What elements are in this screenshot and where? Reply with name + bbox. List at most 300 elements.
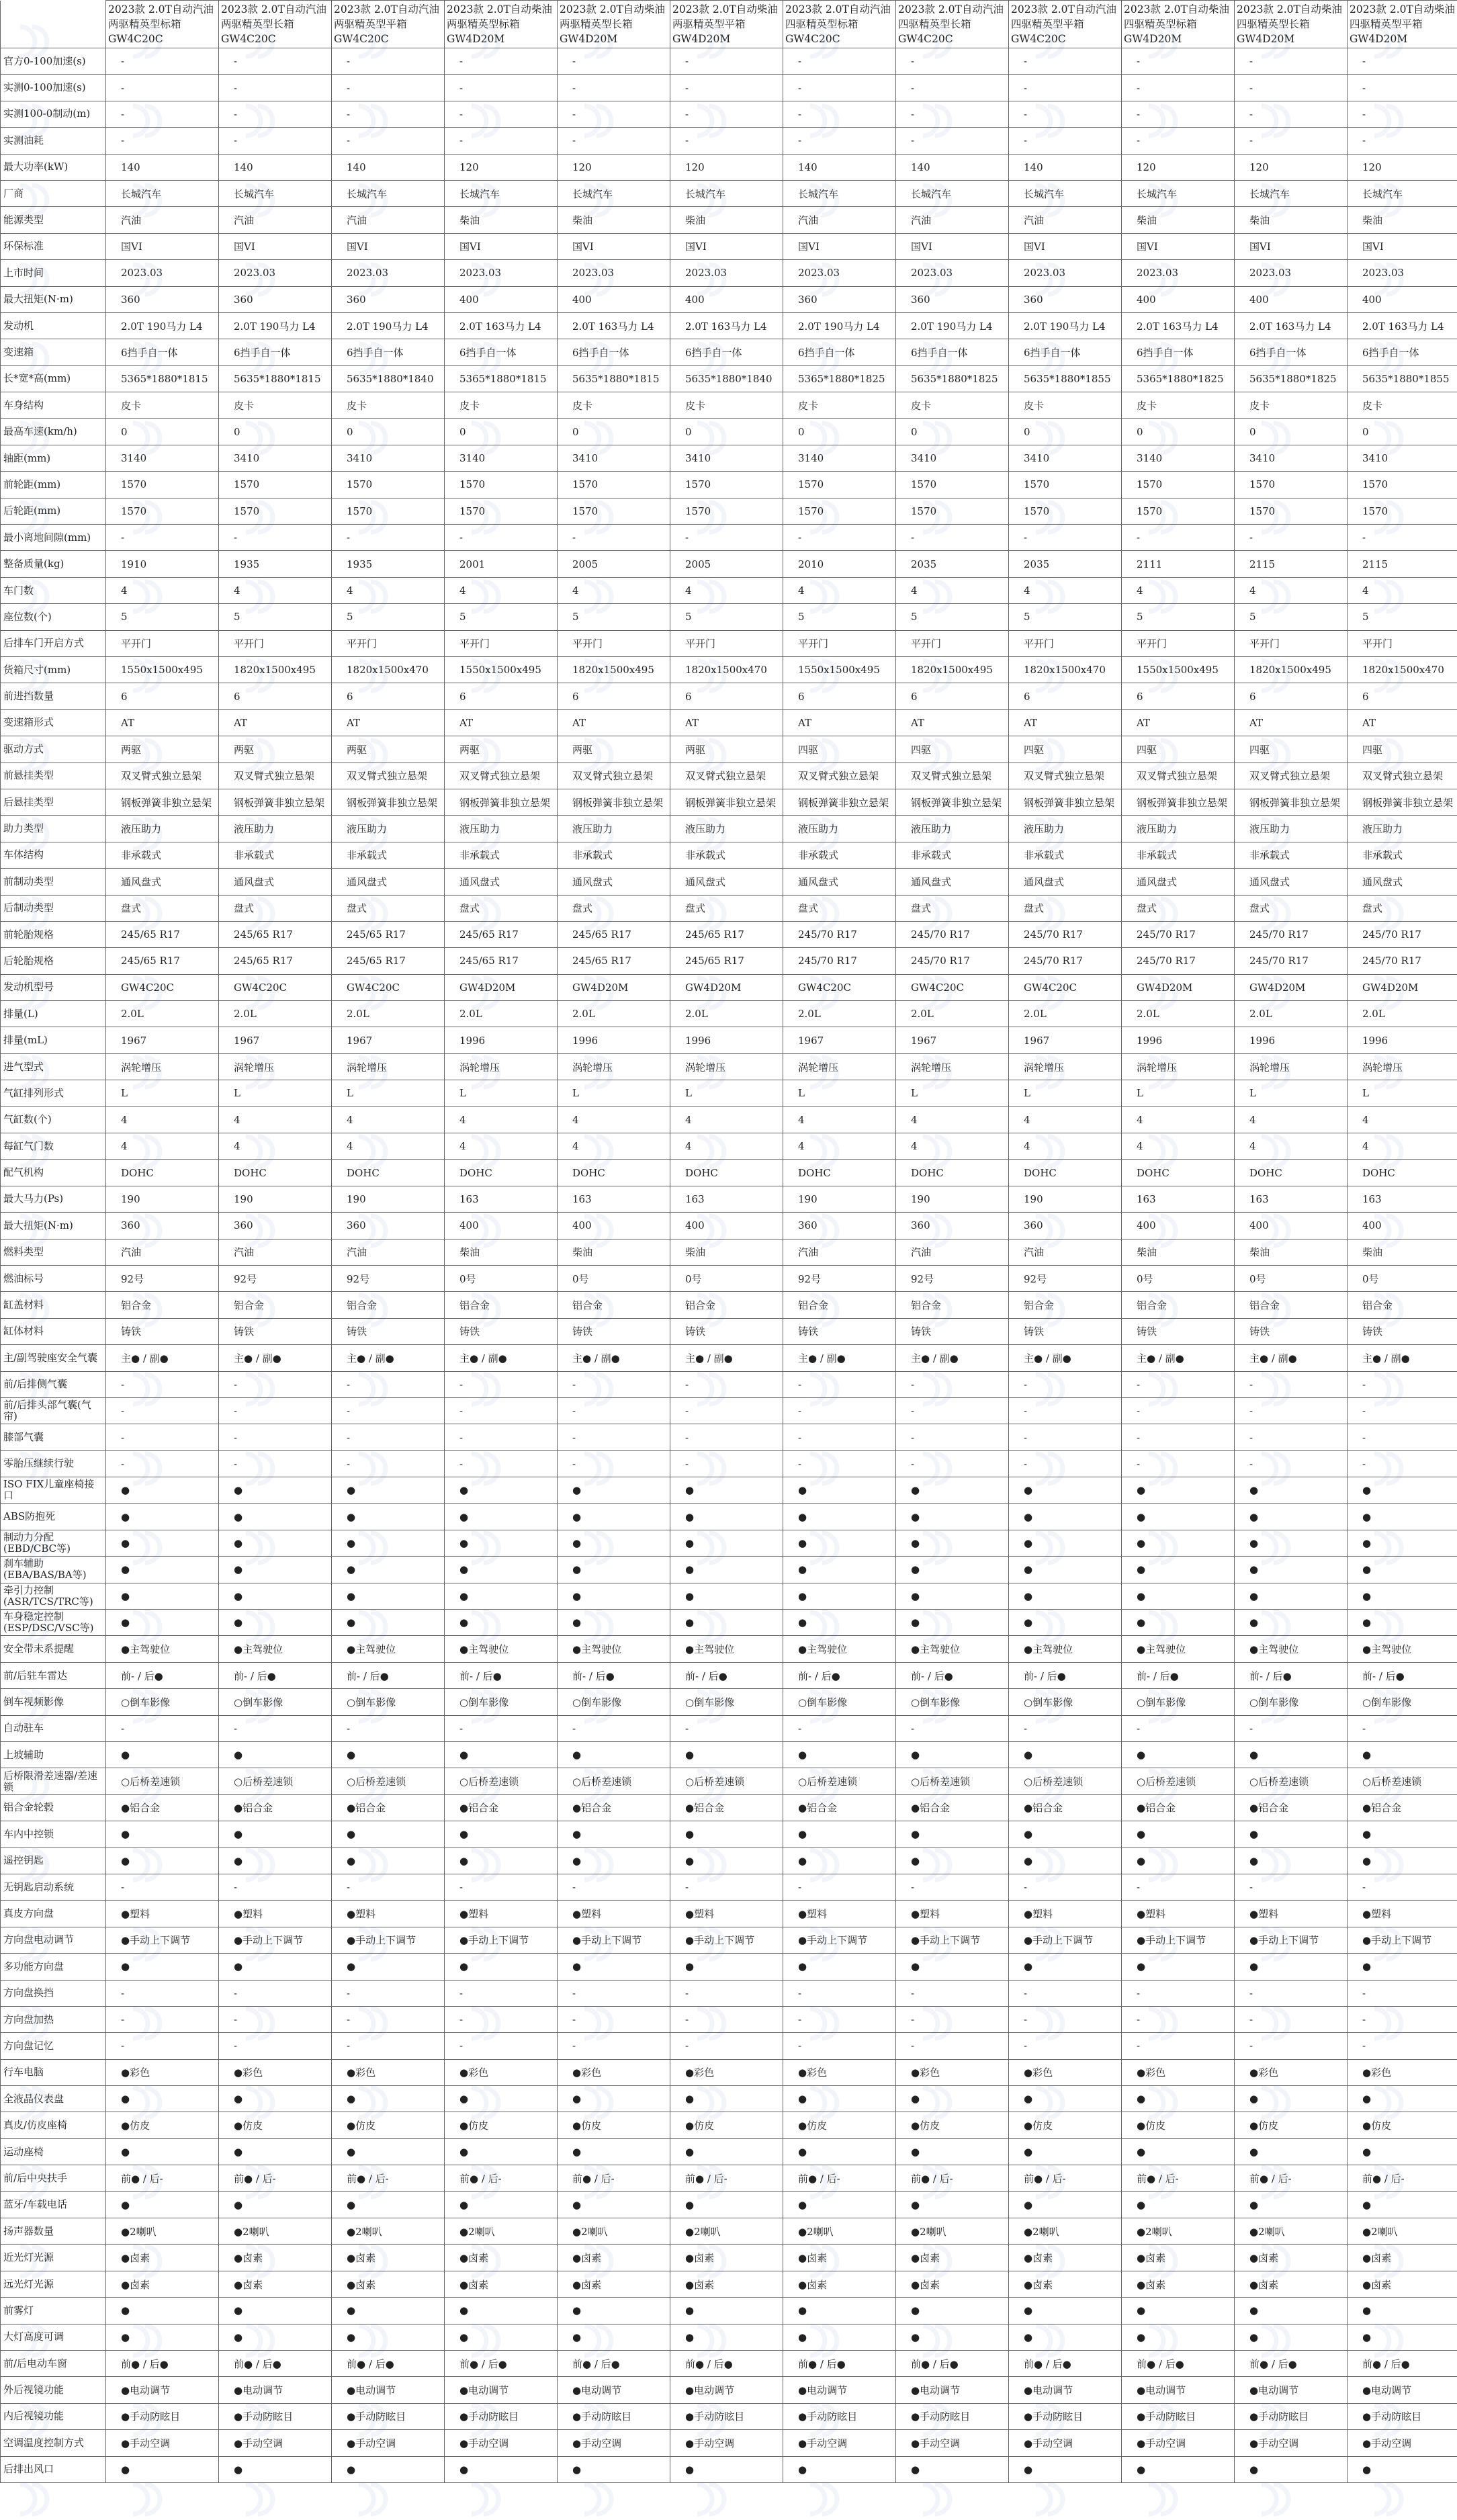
spec-value-cell: 1570 [558,498,670,524]
spec-value-cell: 主● / 副● [896,1345,1009,1371]
spec-value-cell: - [670,128,783,154]
spec-value-cell: - [896,1874,1009,1900]
spec-value-cell: 国VI [219,233,332,259]
spec-value-cell: 1820x1500x470 [670,656,783,683]
table-row [1,1848,1457,1874]
spec-value-cell: ●仿皮 [558,2112,670,2138]
spec-value-cell: - [896,75,1009,101]
spec-value-cell: ●仿皮 [1122,2112,1235,2138]
row-label: 后桥限滑差速器/差速锁 [1,1768,106,1794]
spec-value-cell: 4 [783,1133,896,1160]
trim-header-11: 2023款 2.0T自动柴油四驱精英型长箱GW4D20M [1235,1,1348,48]
row-label: 外后视镜功能 [1,2377,106,2403]
table-row [1,2218,1457,2245]
spec-value-cell: - [332,2006,445,2032]
table-row [1,2271,1457,2297]
spec-value-cell: ●卤素 [670,2271,783,2297]
spec-value-cell: 5635*1880*1840 [670,365,783,392]
row-label: 变速箱形式 [1,709,106,736]
spec-value-cell: - [1009,75,1122,101]
spec-value-cell: DOHC [670,1160,783,1186]
spec-value-cell: 2.0T 163马力 L4 [670,312,783,339]
spec-value-cell: 1570 [106,498,219,524]
spec-value-cell: ●电动调节 [896,2377,1009,2403]
spec-value-cell: ● [106,1583,219,1609]
spec-value-cell: 钢板弹簧非独立悬架 [896,789,1009,815]
spec-value-cell: 5635*1880*1815 [558,365,670,392]
spec-value-cell: 涡轮增压 [219,1053,332,1080]
spec-value-cell: 1570 [670,472,783,498]
spec-value-cell: ●卤素 [106,2271,219,2297]
table-row [1,1610,1457,1636]
spec-value-cell: 通风盘式 [1235,869,1348,895]
spec-value-cell: - [332,48,445,75]
spec-value-cell: ● [1348,1477,1457,1504]
spec-value-cell: 190 [896,1186,1009,1212]
spec-value-cell: - [1009,48,1122,75]
spec-value-cell: 6 [106,683,219,709]
spec-value-cell: ●2喇叭 [332,2218,445,2245]
row-label: 行车电脑 [1,2059,106,2085]
spec-value-cell: 2.0L [1235,1001,1348,1027]
spec-value-cell: 四驱 [1235,736,1348,763]
table-row [1,1662,1457,1688]
spec-value-cell: 245/65 R17 [332,921,445,947]
spec-value-cell: ● [1122,1557,1235,1583]
spec-value-cell: ●卤素 [1235,2245,1348,2271]
spec-value-cell: L [1009,1080,1122,1106]
spec-value-cell: 通风盘式 [1122,869,1235,895]
row-label: 货箱尺寸(mm) [1,656,106,683]
row-label: 长*宽*高(mm) [1,365,106,392]
row-label: 配气机构 [1,1160,106,1186]
spec-value-cell: 钢板弹簧非独立悬架 [670,789,783,815]
spec-value-cell: - [1122,1715,1235,1741]
spec-value-cell: 4 [670,1106,783,1133]
spec-value-cell: ● [445,2298,558,2324]
spec-value-cell: ●手动空调 [896,2430,1009,2456]
spec-value-cell: 1570 [558,472,670,498]
spec-value-cell: 主● / 副● [1235,1345,1348,1371]
spec-value-cell: 140 [783,154,896,180]
spec-value-cell: - [1235,525,1348,551]
spec-value-cell: ● [219,1504,332,1530]
spec-value-cell: - [558,1371,670,1397]
spec-value-cell: - [106,1980,219,2006]
row-label: 排量(mL) [1,1027,106,1053]
table-row [1,180,1457,206]
spec-value-cell: ●塑料 [106,1901,219,1927]
spec-value-cell: 主● / 副● [219,1345,332,1371]
spec-value-cell: - [106,128,219,154]
spec-value-cell: 1570 [445,498,558,524]
spec-value-cell: 国VI [1235,233,1348,259]
spec-value-cell: 钢板弹簧非独立悬架 [219,789,332,815]
spec-value-cell: - [445,101,558,127]
row-label: 轴距(mm) [1,445,106,471]
table-row [1,1504,1457,1530]
row-label: 最大扭矩(N·m) [1,1213,106,1239]
spec-value-cell: 通风盘式 [332,869,445,895]
spec-value-cell: ●手动防眩目 [106,2403,219,2429]
row-label: 前轮胎规格 [1,921,106,947]
spec-value-cell: ●卤素 [1009,2271,1122,2297]
spec-value-cell: 6挡手自一体 [1348,339,1457,365]
spec-value-cell: 前● / 后- [1235,2165,1348,2191]
spec-value-cell: ● [1235,1504,1348,1530]
spec-value-cell: 双叉臂式独立悬架 [445,763,558,789]
spec-value-cell: ●手动空调 [332,2430,445,2456]
spec-value-cell: 140 [1009,154,1122,180]
spec-value-cell: 液压助力 [1235,816,1348,842]
spec-value-cell: 0号 [445,1265,558,1291]
spec-value-cell: L [1235,1080,1348,1106]
spec-value-cell: 通风盘式 [219,869,332,895]
spec-value-cell: 190 [1009,1186,1122,1212]
spec-value-cell: 245/70 R17 [1235,948,1348,974]
row-label: 车身稳定控制(ESP/DSC/VSC等) [1,1610,106,1636]
spec-value-cell: ●塑料 [558,1901,670,1927]
spec-value-cell: - [219,525,332,551]
spec-value-cell: 2.0T 163马力 L4 [1235,312,1348,339]
row-label: 前进挡数量 [1,683,106,709]
spec-value-cell: 245/70 R17 [783,948,896,974]
spec-value-cell: 6挡手自一体 [1235,339,1348,365]
spec-value-cell: ●手动上下调节 [670,1927,783,1953]
spec-value-cell: ●卤素 [1122,2245,1235,2271]
spec-value-cell: ● [332,1557,445,1583]
spec-value-cell: ●卤素 [106,2245,219,2271]
spec-value-cell: 3410 [896,445,1009,471]
spec-value-cell: AT [896,709,1009,736]
row-label: 车内中控锁 [1,1821,106,1848]
spec-value-cell: 2023.03 [783,260,896,286]
spec-value-cell: ○后桥差速锁 [670,1768,783,1794]
row-label: 后排车门开启方式 [1,630,106,656]
spec-value-cell: ● [896,1848,1009,1874]
spec-value-cell: 双叉臂式独立悬架 [1235,763,1348,789]
spec-value-cell: 4 [670,577,783,603]
spec-value-cell: ● [1235,2138,1348,2165]
spec-value-cell: 360 [106,1213,219,1239]
spec-value-cell: - [783,525,896,551]
trim-header-12: 2023款 2.0T自动柴油四驱精英型平箱GW4D20M [1348,1,1457,48]
spec-value-cell: 2035 [896,551,1009,577]
spec-value-cell: L [1122,1080,1235,1106]
spec-value-cell: 非承载式 [783,842,896,868]
spec-value-cell: ● [1235,1557,1348,1583]
row-label: 后轮距(mm) [1,498,106,524]
spec-value-cell: 两驱 [106,736,219,763]
table-row [1,525,1457,551]
spec-value-cell: ● [1009,1742,1122,1768]
spec-value-cell: 涡轮增压 [1122,1053,1235,1080]
spec-value-cell: ● [332,2298,445,2324]
spec-value-cell: - [896,525,1009,551]
spec-value-cell: 铝合金 [219,1292,332,1318]
row-label: 燃油标号 [1,1265,106,1291]
spec-value-cell: 4 [1348,577,1457,603]
spec-value-cell: - [558,525,670,551]
spec-value-cell: ●主驾驶位 [1122,1636,1235,1662]
spec-value-cell: ●卤素 [219,2245,332,2271]
spec-value-cell: ● [896,1742,1009,1768]
spec-value-cell: L [783,1080,896,1106]
spec-value-cell: GW4C20C [332,974,445,1000]
spec-value-cell: 3410 [558,445,670,471]
spec-value-cell: ● [445,1530,558,1556]
spec-value-cell: 通风盘式 [1348,869,1457,895]
spec-value-cell: 柴油 [445,1239,558,1265]
spec-value-cell: 铝合金 [1235,1292,1348,1318]
spec-value-cell: 4 [1348,1133,1457,1160]
spec-value-cell: 5 [1235,604,1348,630]
spec-value-cell: - [106,1424,219,1450]
spec-value-cell: 1967 [783,1027,896,1053]
spec-value-cell: ● [106,1954,219,1980]
spec-value-cell: 两驱 [558,736,670,763]
spec-value-cell: ●塑料 [1122,1901,1235,1927]
spec-value-cell: 双叉臂式独立悬架 [896,763,1009,789]
table-row [1,2059,1457,2085]
spec-value-cell: ●仿皮 [783,2112,896,2138]
spec-value-cell: ● [783,2324,896,2350]
spec-value-cell: ● [670,2298,783,2324]
spec-value-cell: ● [1009,1504,1122,1530]
spec-value-cell: - [1348,75,1457,101]
row-label: ABS防抱死 [1,1504,106,1530]
spec-value-cell: ● [558,1848,670,1874]
spec-value-cell: 92号 [1009,1265,1122,1291]
spec-value-cell: 前● / 后● [670,2350,783,2376]
spec-value-cell: - [558,128,670,154]
spec-value-cell: ●手动防眩目 [896,2403,1009,2429]
spec-value-cell: 4 [445,1106,558,1133]
spec-value-cell: - [332,75,445,101]
spec-value-cell: 涡轮增压 [783,1053,896,1080]
spec-value-cell: 盘式 [1009,895,1122,921]
spec-value-cell: ●主驾驶位 [558,1636,670,1662]
spec-value-cell: - [1235,1424,1348,1450]
spec-value-cell: - [1009,101,1122,127]
spec-value-cell: ●彩色 [670,2059,783,2085]
spec-value-cell: 前- / 后● [1235,1662,1348,1688]
spec-value-cell: 盘式 [896,895,1009,921]
spec-value-cell: - [896,101,1009,127]
spec-value-cell: 汽油 [783,1239,896,1265]
spec-value-cell: 1967 [219,1027,332,1053]
spec-value-cell: ● [896,2191,1009,2218]
spec-value-cell: ○倒车影像 [1235,1689,1348,1715]
spec-value-cell: ●手动空调 [1122,2430,1235,2456]
row-label: 后悬挂类型 [1,789,106,815]
table-row [1,2350,1457,2376]
spec-value-cell: ● [1009,1821,1122,1848]
spec-value-cell: 2.0L [332,1001,445,1027]
spec-value-cell: 长城汽车 [558,180,670,206]
spec-value-cell: 皮卡 [1009,392,1122,419]
spec-value-cell: ● [445,1583,558,1609]
spec-value-cell: 4 [106,1133,219,1160]
table-row [1,656,1457,683]
spec-value-cell: ● [670,2086,783,2112]
header-row [1,1,1457,48]
spec-value-cell: 120 [445,154,558,180]
spec-value-cell: 前● / 后- [1122,2165,1235,2191]
spec-value-cell: 140 [219,154,332,180]
spec-value-cell: - [1122,1424,1235,1450]
spec-value-cell: - [783,75,896,101]
spec-value-cell: 1570 [106,472,219,498]
spec-value-cell: ● [1348,1557,1457,1583]
spec-value-cell: ● [1348,1530,1457,1556]
spec-value-cell: 前- / 后● [106,1662,219,1688]
spec-value-cell: 1996 [1122,1027,1235,1053]
spec-value-cell: ●手动上下调节 [106,1927,219,1953]
spec-value-cell: ●手动防眩目 [1122,2403,1235,2429]
spec-value-cell: 5635*1880*1825 [896,365,1009,392]
spec-value-cell: ●塑料 [896,1901,1009,1927]
spec-value-cell: 长城汽车 [219,180,332,206]
table-row [1,1450,1457,1477]
spec-value-cell: - [1009,1397,1122,1424]
spec-value-cell: 2.0L [445,1001,558,1027]
spec-value-cell: 长城汽车 [1235,180,1348,206]
spec-value-cell: ●主驾驶位 [1009,1636,1122,1662]
spec-value-cell: - [670,48,783,75]
spec-value-cell: ●铝合金 [445,1794,558,1821]
table-row [1,1768,1457,1794]
spec-value-cell: ● [106,2456,219,2482]
spec-value-cell: ● [896,1530,1009,1556]
spec-value-cell: GW4D20M [445,974,558,1000]
row-label: 上坡辅助 [1,1742,106,1768]
row-label: 实测油耗 [1,128,106,154]
spec-value-cell: 主● / 副● [332,1345,445,1371]
spec-value-cell: 245/70 R17 [896,921,1009,947]
spec-value-cell: 1550x1500x495 [445,656,558,683]
table-row [1,1397,1457,1424]
spec-value-cell: 3410 [670,445,783,471]
spec-value-cell: ● [1235,1954,1348,1980]
table-row [1,1557,1457,1583]
spec-value-cell: 铸铁 [1009,1318,1122,1344]
spec-value-cell: - [1235,2033,1348,2059]
row-label: 座位数(个) [1,604,106,630]
spec-value-cell: 四驱 [1122,736,1235,763]
spec-value-cell: - [332,1371,445,1397]
spec-value-cell: - [106,75,219,101]
spec-value-cell: 6挡手自一体 [1009,339,1122,365]
spec-value-cell: 平开门 [219,630,332,656]
spec-value-cell: 1996 [670,1027,783,1053]
spec-value-cell: 2.0L [558,1001,670,1027]
spec-value-cell: 245/65 R17 [670,921,783,947]
row-label: 驱动方式 [1,736,106,763]
spec-value-cell: 2023.03 [106,260,219,286]
spec-value-cell: ○倒车影像 [445,1689,558,1715]
spec-value-cell: - [332,1715,445,1741]
spec-value-cell: - [445,2033,558,2059]
table-row [1,1424,1457,1450]
spec-value-cell: 163 [1348,1186,1457,1212]
spec-value-cell: ● [1009,1477,1122,1504]
trim-header-6: 2023款 2.0T自动柴油两驱精英型平箱GW4D20M [670,1,783,48]
table-row [1,948,1457,974]
spec-value-cell: 皮卡 [219,392,332,419]
spec-value-cell: - [670,1450,783,1477]
row-label: 蓝牙/车载电话 [1,2191,106,2218]
spec-value-cell: AT [1348,709,1457,736]
spec-value-cell: ●手动防眩目 [332,2403,445,2429]
spec-value-cell: - [1009,128,1122,154]
spec-value-cell: ● [332,2456,445,2482]
spec-value-cell: 双叉臂式独立悬架 [106,763,219,789]
spec-value-cell: 前● / 后- [670,2165,783,2191]
trim-header-10: 2023款 2.0T自动柴油四驱精英型标箱GW4D20M [1122,1,1235,48]
spec-value-cell: 2005 [558,551,670,577]
spec-value-cell: 前● / 后● [445,2350,558,2376]
spec-value-cell: ● [896,1610,1009,1636]
spec-value-cell: AT [445,709,558,736]
spec-value-cell: ● [783,1583,896,1609]
spec-value-cell: 190 [332,1186,445,1212]
spec-value-cell: ●彩色 [106,2059,219,2085]
spec-value-cell: DOHC [558,1160,670,1186]
spec-value-cell: - [1348,1874,1457,1900]
table-row [1,1345,1457,1371]
spec-value-cell: 1820x1500x495 [1235,656,1348,683]
spec-value-cell: - [1348,48,1457,75]
spec-value-cell: 涡轮增压 [106,1053,219,1080]
spec-value-cell: ● [1009,2324,1122,2350]
spec-value-cell: ●电动调节 [106,2377,219,2403]
spec-value-cell: 1550x1500x495 [106,656,219,683]
spec-value-cell: 6挡手自一体 [219,339,332,365]
spec-value-cell: ●手动防眩目 [558,2403,670,2429]
spec-value-cell: 平开门 [1348,630,1457,656]
spec-value-cell: 1967 [106,1027,219,1053]
spec-value-cell: 163 [1235,1186,1348,1212]
spec-value-cell: ● [1122,1583,1235,1609]
spec-value-cell: 涡轮增压 [1235,1053,1348,1080]
spec-value-cell: ●电动调节 [783,2377,896,2403]
spec-value-cell: 0 [1235,419,1348,445]
spec-value-cell: 双叉臂式独立悬架 [670,763,783,789]
spec-value-cell: ● [1122,2298,1235,2324]
spec-value-cell: ●2喇叭 [219,2218,332,2245]
trim-header-9: 2023款 2.0T自动汽油四驱精英型平箱GW4C20C [1009,1,1122,48]
spec-value-cell: 92号 [332,1265,445,1291]
spec-value-cell: - [219,1424,332,1450]
row-label: 进气型式 [1,1053,106,1080]
spec-value-cell: 汽油 [1009,1239,1122,1265]
spec-value-cell: ● [1009,1954,1122,1980]
row-label: 真皮方向盘 [1,1901,106,1927]
spec-value-cell: ●铝合金 [332,1794,445,1821]
row-label: 遥控钥匙 [1,1848,106,1874]
spec-value-cell: 5 [445,604,558,630]
spec-value-cell: AT [670,709,783,736]
spec-value-cell: 1550x1500x495 [783,656,896,683]
spec-value-cell: 液压助力 [896,816,1009,842]
spec-value-cell: ● [1122,2324,1235,2350]
spec-value-cell: ●铝合金 [670,1794,783,1821]
spec-value-cell: ● [332,2324,445,2350]
spec-value-cell: ●2喇叭 [1122,2218,1235,2245]
spec-value-cell: 5 [106,604,219,630]
table-row [1,2377,1457,2403]
